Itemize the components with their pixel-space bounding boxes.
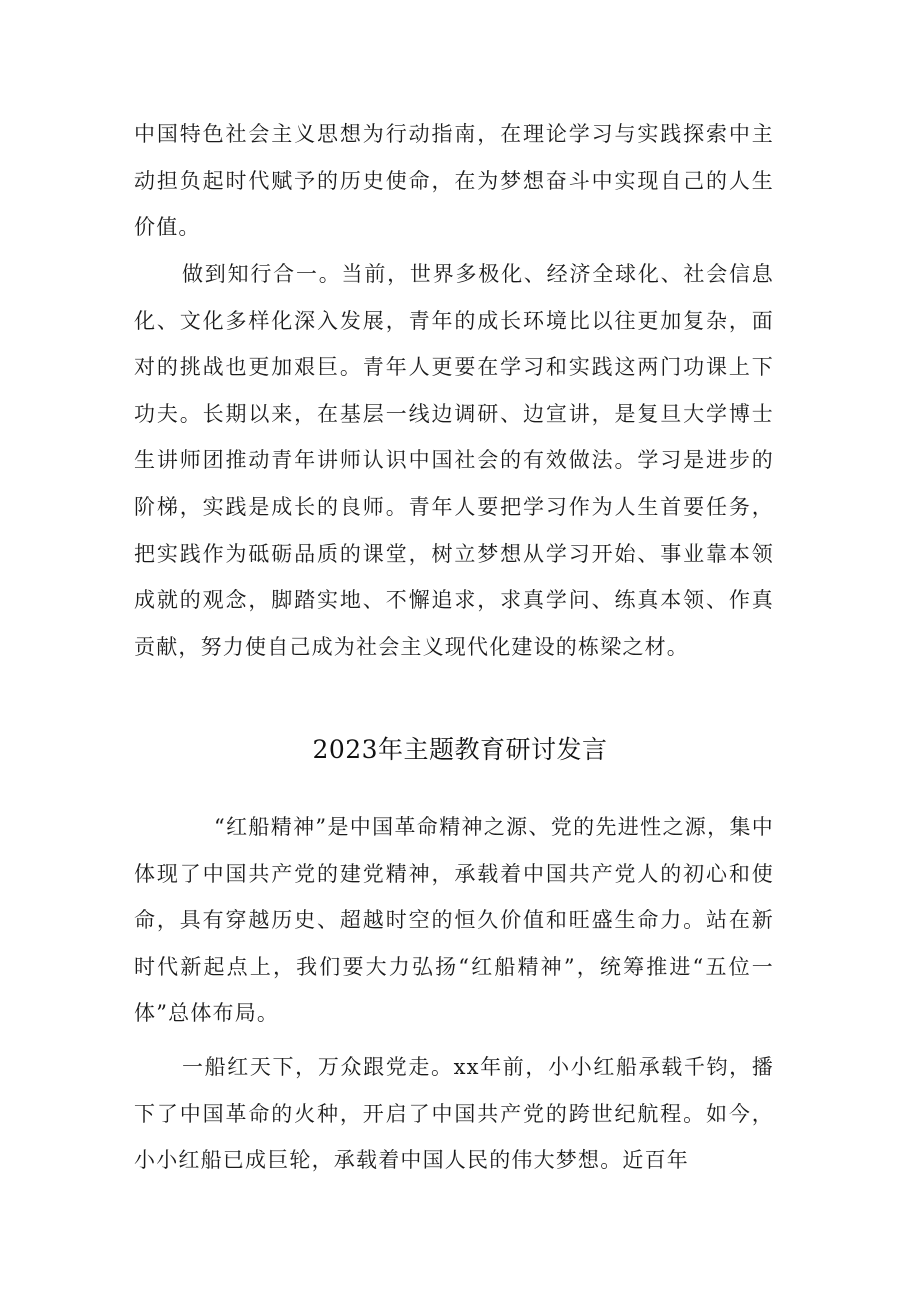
section-title: 2023年主题教育研讨发言 [312, 735, 608, 764]
paragraph: “红船精神”是中国革命精神之源、党的先进性之源，集中体现了中国共产党的建党精神，承载着中国共产党人的初心和使命，具有穿越历史、超越时空的恒久价值和旺盛生命力。站在新时代新起点上，我们要大力弘扬“红船精神”，统筹推进“五位一体”总体布局。 [134, 815, 774, 1026]
paragraph: 一船红天下，万众跟党走。xx年前，小小红船承载千钧，播下了中国革命的火种，开启了中国共产党的跨世纪航程。如今，小小红船已成巨轮，承载着中国人民的伟大梦想。近百年 [134, 1055, 774, 1173]
paragraph: 中国特色社会主义思想为行动指南，在理论学习与实践探索中主动担负起时代赋予的历史使命，在为梦想奋斗中实现自己的人生价值。 [134, 122, 774, 240]
paragraph: 做到知行合一。当前，世界多极化、经济全球化、社会信息化、文化多样化深入发展，青年的成长环境比以往更加复杂，面对的挑战也更加艰巨。青年人更要在学习和实践这两门功课上下功夫。长期以来，在基层一线边调研、边宣讲，是复旦大学博士生讲师团推动青年讲师认识中国社会的有效做法。学习是进步的阶梯，实践是成长的良师。青年人要把学习作为人生首要任务，把实践作为砥砺品质的课堂，树立梦想从学习开始、事业靠本领成就的观念，脚踏实地、不懈追求，求真学问、练真本领、作真贡献，努力使自己成为社会主义现代化建设的栋梁之材。 [134, 262, 774, 659]
